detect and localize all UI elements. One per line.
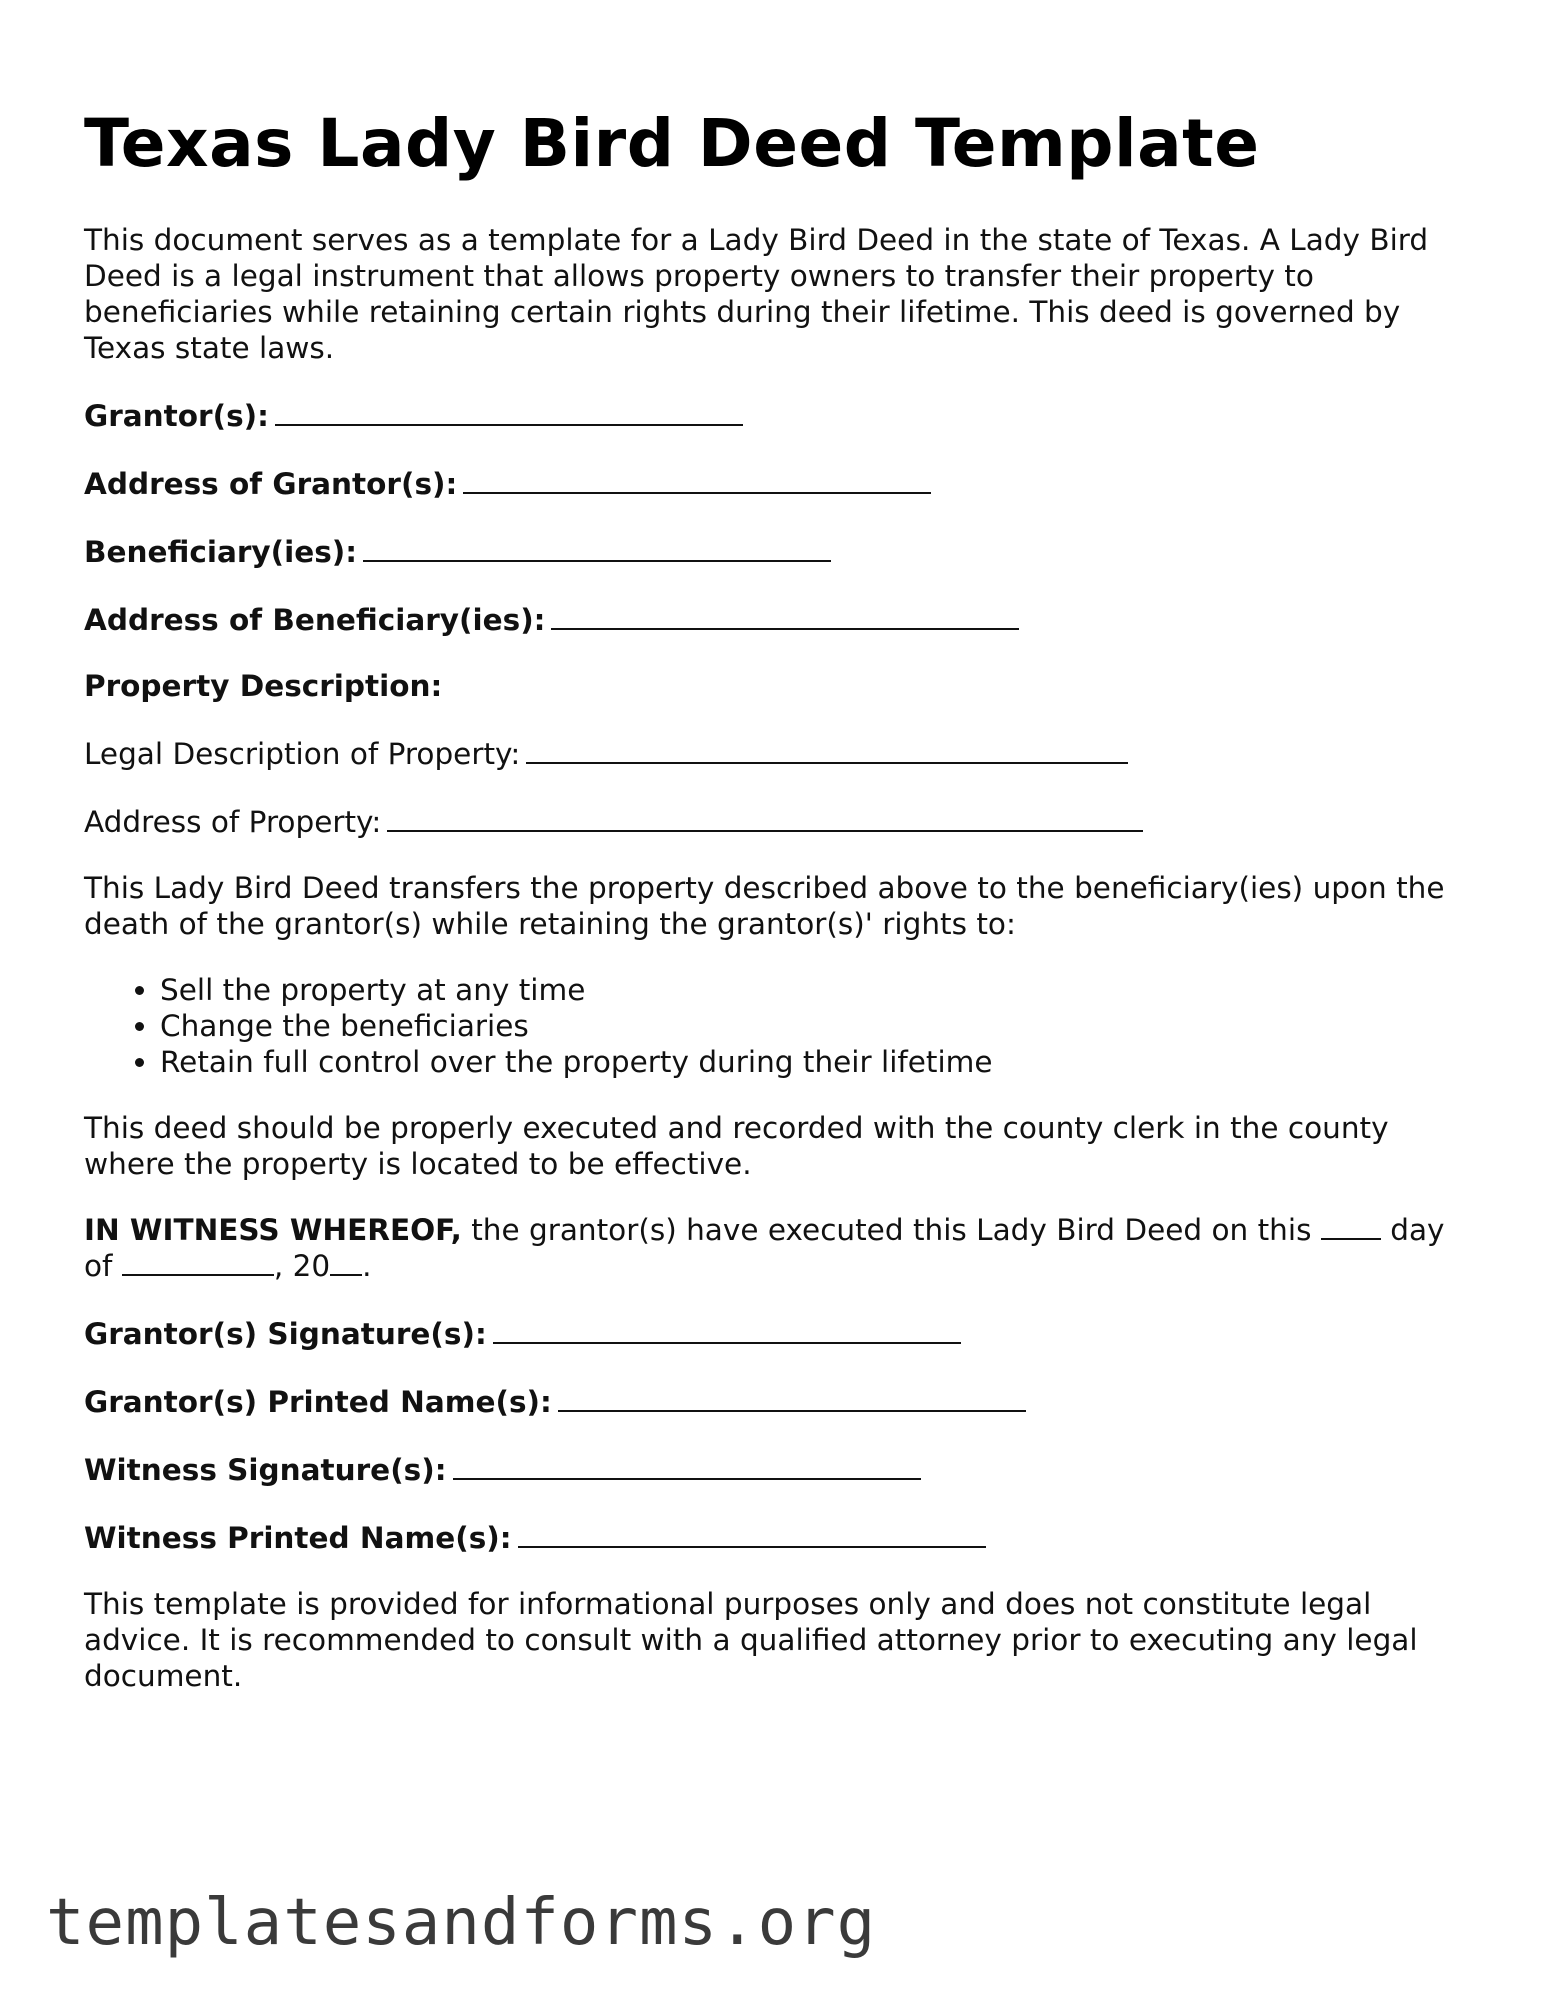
document-page <box>84 104 1464 1694</box>
grantor-field <box>84 396 1464 434</box>
beneficiary-address-blank[interactable] <box>551 600 1019 630</box>
month-blank[interactable] <box>122 1248 274 1276</box>
beneficiary-address-field <box>84 600 1464 638</box>
grantor-printed-name-blank[interactable] <box>558 1382 1026 1412</box>
beneficiary-blank[interactable] <box>363 532 831 562</box>
witness-clause-text: the grantor(s) have executed this Lady Bird Deed on this <box>471 1213 1312 1247</box>
grantor-printed-name-label: Grantor(s) Printed Name(s): <box>84 1385 552 1419</box>
witness-signature-blank[interactable] <box>453 1450 921 1480</box>
watermark: templatesandforms.org <box>46 1886 877 1960</box>
property-description-heading: Property Description: <box>84 669 443 703</box>
witness-printed-name-blank[interactable] <box>518 1518 986 1548</box>
witness-signature-label: Witness Signature(s): <box>84 1453 447 1487</box>
beneficiary-address-label: Address of Beneficiary(ies): <box>84 603 546 637</box>
transfer-paragraph: This Lady Bird Deed transfers the property described above to the beneficiary(ies) upon the death of the grantor(s) while retaining the grantor(s)' rights to: <box>84 871 1445 941</box>
witness-signature-field <box>84 1450 1464 1488</box>
witness-clause-day-of: day of <box>84 1213 1445 1283</box>
recording-paragraph: This deed should be properly executed and recorded with the county clerk in the county where the property is located to be effective. <box>84 1111 1389 1181</box>
legal-description-blank[interactable] <box>526 734 1128 764</box>
list-item: • Retain full control over the property during their lifetime <box>160 1044 1464 1080</box>
legal-description-field <box>84 734 1464 772</box>
beneficiary-label: Beneficiary(ies): <box>84 535 358 569</box>
property-address-blank[interactable] <box>387 802 1143 832</box>
grantor-signature-blank[interactable] <box>493 1314 961 1344</box>
property-address-field <box>84 802 1464 840</box>
beneficiary-field <box>84 532 1464 570</box>
grantor-blank[interactable] <box>275 396 743 426</box>
witness-clause <box>84 1212 1464 1284</box>
legal-description-label: Legal Description of Property: <box>84 737 521 771</box>
grantor-address-blank[interactable] <box>463 464 931 494</box>
witness-printed-name-field <box>84 1518 1464 1556</box>
witness-clause-year-prefix: , 20 <box>273 1249 331 1283</box>
grantor-address-field <box>84 464 1464 502</box>
grantor-signature-label: Grantor(s) Signature(s): <box>84 1317 487 1351</box>
day-blank[interactable] <box>1321 1212 1381 1240</box>
year-blank[interactable] <box>330 1248 362 1276</box>
grantor-printed-name-field <box>84 1382 1464 1420</box>
property-address-label: Address of Property: <box>84 805 382 839</box>
witness-clause-end: . <box>362 1249 372 1283</box>
grantor-signature-field <box>84 1314 1464 1352</box>
page-title: Texas Lady Bird Deed Template <box>84 105 1260 182</box>
intro-paragraph: This document serves as a template for a Lady Bird Deed in the state of Texas. A Lady Bird Deed is a legal instrument that allows property owners to transfer their property to beneficiaries while retaining certain rights during their lifetime. This deed is governed by Texas state laws. <box>84 223 1429 365</box>
grantor-label: Grantor(s): <box>84 399 269 433</box>
grantor-address-label: Address of Grantor(s): <box>84 467 458 501</box>
witness-printed-name-label: Witness Printed Name(s): <box>84 1521 512 1555</box>
list-item: • Sell the property at any time <box>160 972 1464 1008</box>
list-item: • Change the beneficiaries <box>160 1008 1464 1044</box>
rights-list <box>84 972 1464 1080</box>
witness-clause-lead: IN WITNESS WHEREOF, <box>84 1213 462 1247</box>
disclaimer-paragraph: This template is provided for informational purposes only and does not constitute legal advice. It is recommended to consult with a qualified attorney prior to executing any legal document. <box>84 1587 1418 1693</box>
